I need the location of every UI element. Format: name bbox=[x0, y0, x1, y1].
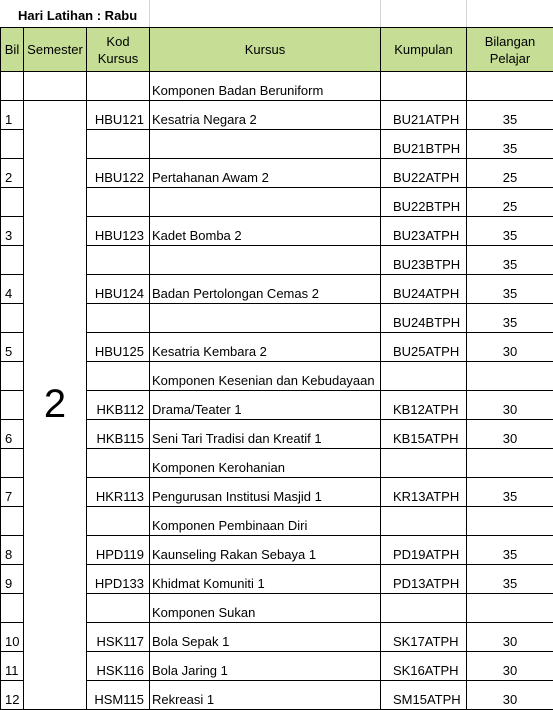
cell-bilangan-pelajar: 30 bbox=[467, 391, 553, 420]
table-row bbox=[1, 101, 553, 130]
cell-bil: 7 bbox=[1, 478, 24, 507]
header-bilangan-pelajar: Bilangan Pelajar bbox=[467, 28, 553, 72]
cell-bil: 1 bbox=[1, 101, 24, 130]
cell-kod-kursus: HBU123 bbox=[87, 217, 150, 246]
cell-kursus: Kesatria Kembara 2 bbox=[150, 333, 381, 362]
cell-bilangan-pelajar: 35 bbox=[467, 275, 553, 304]
title-row bbox=[0, 0, 553, 27]
header-kursus: Kursus bbox=[150, 28, 381, 72]
cell-kumpulan: BU24ATPH bbox=[381, 275, 467, 304]
cell-kursus: Badan Pertolongan Cemas 2 bbox=[150, 275, 381, 304]
cell-kumpulan bbox=[381, 449, 467, 478]
section-title: Komponen Badan Beruniform bbox=[150, 72, 381, 101]
cell-kursus: Kaunseling Rakan Sebaya 1 bbox=[150, 536, 381, 565]
header-bil: Bil bbox=[1, 28, 24, 72]
cell-bil bbox=[1, 130, 24, 159]
cell-kursus: Pengurusan Institusi Masjid 1 bbox=[150, 478, 381, 507]
cell-kod-kursus: HPD119 bbox=[87, 536, 150, 565]
cell-bilangan-pelajar: 30 bbox=[467, 420, 553, 449]
cell-bilangan-pelajar: 30 bbox=[467, 623, 553, 652]
cell-bilangan-pelajar: 30 bbox=[467, 681, 553, 710]
header-kod-kursus: Kod Kursus bbox=[87, 28, 150, 72]
cell-kod-kursus: HKB112 bbox=[87, 391, 150, 420]
section-title: Komponen Sukan bbox=[150, 594, 381, 623]
cell-kursus bbox=[150, 304, 381, 333]
cell-kumpulan: PD19ATPH bbox=[381, 536, 467, 565]
cell-bilangan-pelajar: 35 bbox=[467, 565, 553, 594]
cell-kursus: Khidmat Komuniti 1 bbox=[150, 565, 381, 594]
cell-bil bbox=[1, 507, 24, 536]
cell-bilangan-pelajar bbox=[467, 594, 553, 623]
cell-kursus bbox=[150, 130, 381, 159]
cell-bil: 9 bbox=[1, 565, 24, 594]
cell-kumpulan: SK16ATPH bbox=[381, 652, 467, 681]
cell-kumpulan: PD13ATPH bbox=[381, 565, 467, 594]
cell-bil: 3 bbox=[1, 217, 24, 246]
cell-kursus: Bola Jaring 1 bbox=[150, 652, 381, 681]
cell-bilangan-pelajar: 25 bbox=[467, 188, 553, 217]
cell-bilangan-pelajar: 35 bbox=[467, 536, 553, 565]
cell-semester bbox=[24, 72, 87, 101]
cell-bilangan-pelajar: 35 bbox=[467, 130, 553, 159]
cell-bilangan-pelajar: 35 bbox=[467, 101, 553, 130]
cell-bil: 10 bbox=[1, 623, 24, 652]
cell-kumpulan bbox=[381, 507, 467, 536]
cell-bil: 6 bbox=[1, 420, 24, 449]
cell-bil bbox=[1, 72, 24, 101]
cell-kod-kursus bbox=[87, 188, 150, 217]
section-title: Komponen Kerohanian bbox=[150, 449, 381, 478]
cell-bil bbox=[1, 362, 24, 391]
cell-kod-kursus bbox=[87, 362, 150, 391]
cell-kod-kursus: HBU122 bbox=[87, 159, 150, 188]
cell-kod-kursus bbox=[87, 449, 150, 478]
cell-bilangan-pelajar: 30 bbox=[467, 652, 553, 681]
cell-kod-kursus bbox=[87, 507, 150, 536]
cell-bil bbox=[1, 188, 24, 217]
cell-bil: 5 bbox=[1, 333, 24, 362]
cell-kod-kursus bbox=[87, 246, 150, 275]
cell-kursus bbox=[150, 246, 381, 275]
cell-bilangan-pelajar: 35 bbox=[467, 304, 553, 333]
cell-kumpulan: BU23BTPH bbox=[381, 246, 467, 275]
cell-kumpulan: SM15ATPH bbox=[381, 681, 467, 710]
cell-kumpulan: BU21BTPH bbox=[381, 130, 467, 159]
cell-bilangan-pelajar: 25 bbox=[467, 159, 553, 188]
cell-kumpulan: BU22BTPH bbox=[381, 188, 467, 217]
cell-kursus: Pertahanan Awam 2 bbox=[150, 159, 381, 188]
cell-bilangan-pelajar bbox=[467, 507, 553, 536]
cell-kod-kursus: HBU125 bbox=[87, 333, 150, 362]
cell-kursus bbox=[150, 188, 381, 217]
cell-bil bbox=[1, 304, 24, 333]
cell-bilangan-pelajar bbox=[467, 72, 553, 101]
cell-kod-kursus: HKR113 bbox=[87, 478, 150, 507]
cell-bil: 2 bbox=[1, 159, 24, 188]
cell-bilangan-pelajar: 35 bbox=[467, 217, 553, 246]
cell-kumpulan: BU24BTPH bbox=[381, 304, 467, 333]
cell-bilangan-pelajar bbox=[467, 449, 553, 478]
cell-kumpulan: BU22ATPH bbox=[381, 159, 467, 188]
cell-bil: 11 bbox=[1, 652, 24, 681]
cell-kumpulan: BU21ATPH bbox=[381, 101, 467, 130]
cell-kumpulan bbox=[381, 362, 467, 391]
cell-kod-kursus: HSM115 bbox=[87, 681, 150, 710]
cell-bilangan-pelajar bbox=[467, 362, 553, 391]
cell-kumpulan: KR13ATPH bbox=[381, 478, 467, 507]
cell-kursus: Bola Sepak 1 bbox=[150, 623, 381, 652]
cell-kursus: Drama/Teater 1 bbox=[150, 391, 381, 420]
header-semester: Semester bbox=[24, 28, 87, 72]
cell-bil bbox=[1, 594, 24, 623]
course-table bbox=[0, 27, 553, 710]
cell-kursus: Rekreasi 1 bbox=[150, 681, 381, 710]
header-row bbox=[1, 28, 553, 72]
cell-kod-kursus: HBU124 bbox=[87, 275, 150, 304]
section-title: Komponen Pembinaan Diri bbox=[150, 507, 381, 536]
semester-value: 2 bbox=[24, 101, 87, 710]
cell-kod-kursus: HKB115 bbox=[87, 420, 150, 449]
cell-kumpulan: SK17ATPH bbox=[381, 623, 467, 652]
cell-bil: 12 bbox=[1, 681, 24, 710]
cell-kumpulan: KB12ATPH bbox=[381, 391, 467, 420]
cell-bilangan-pelajar: 35 bbox=[467, 478, 553, 507]
header-kumpulan: Kumpulan bbox=[381, 28, 467, 72]
cell-kod-kursus bbox=[87, 72, 150, 101]
cell-kod-kursus bbox=[87, 130, 150, 159]
cell-kumpulan bbox=[381, 72, 467, 101]
cell-kumpulan: BU23ATPH bbox=[381, 217, 467, 246]
cell-bilangan-pelajar: 35 bbox=[467, 246, 553, 275]
cell-kod-kursus: HBU121 bbox=[87, 101, 150, 130]
table-body bbox=[1, 72, 553, 710]
cell-kursus: Kesatria Negara 2 bbox=[150, 101, 381, 130]
cell-bil bbox=[1, 246, 24, 275]
cell-kumpulan: KB15ATPH bbox=[381, 420, 467, 449]
cell-bilangan-pelajar: 30 bbox=[467, 333, 553, 362]
cell-kod-kursus: HSK116 bbox=[87, 652, 150, 681]
cell-kursus: Seni Tari Tradisi dan Kreatif 1 bbox=[150, 420, 381, 449]
sheet-title: Hari Latihan : Rabu bbox=[18, 8, 137, 23]
cell-bil: 4 bbox=[1, 275, 24, 304]
cell-bil bbox=[1, 391, 24, 420]
cell-kod-kursus bbox=[87, 304, 150, 333]
section-row bbox=[1, 72, 553, 101]
cell-kod-kursus: HSK117 bbox=[87, 623, 150, 652]
cell-kumpulan bbox=[381, 594, 467, 623]
cell-bil: 8 bbox=[1, 536, 24, 565]
cell-kod-kursus bbox=[87, 594, 150, 623]
cell-kursus: Kadet Bomba 2 bbox=[150, 217, 381, 246]
cell-kumpulan: BU25ATPH bbox=[381, 333, 467, 362]
cell-kod-kursus: HPD133 bbox=[87, 565, 150, 594]
section-title: Komponen Kesenian dan Kebudayaan bbox=[150, 362, 381, 391]
cell-bil bbox=[1, 449, 24, 478]
